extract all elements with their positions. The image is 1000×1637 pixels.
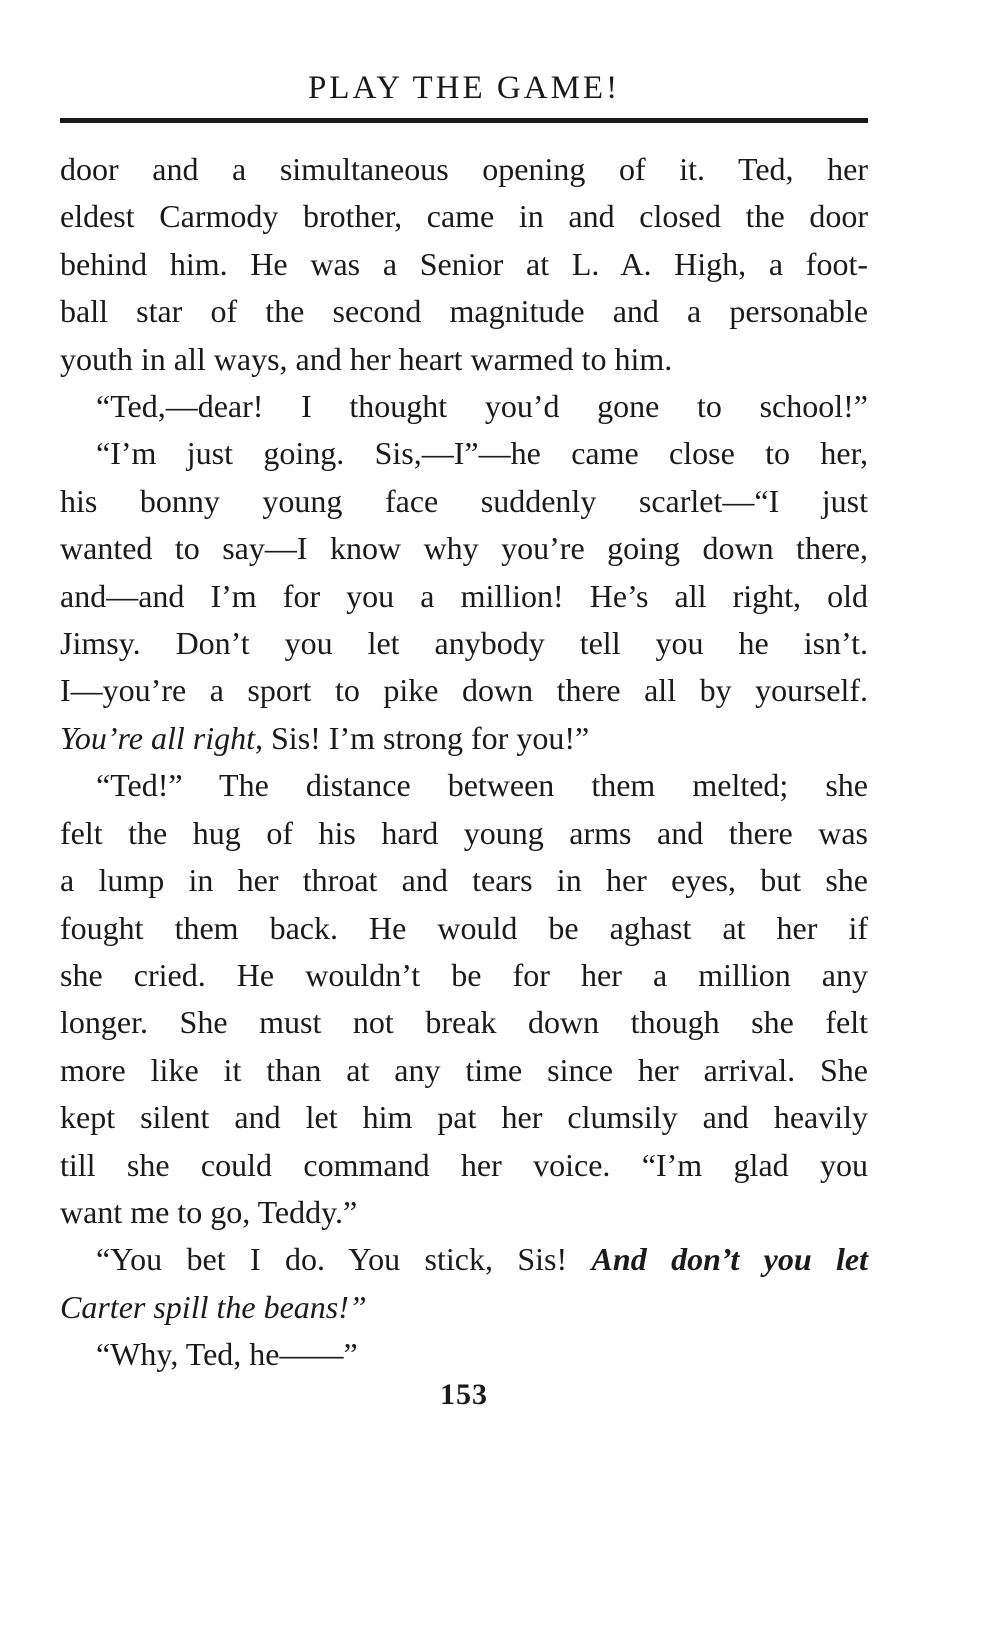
page-number: 153: [440, 1378, 488, 1411]
text-line: felt the hug of his hard young arms and there was: [60, 814, 868, 851]
paragraph-1: [60, 146, 868, 383]
text-line: eldest Carmody brother, came in and closed the door: [60, 198, 868, 235]
text-line: ball star of the second magnitude and a personable: [60, 293, 868, 330]
text-line: longer. She must not break down though she felt: [60, 1004, 868, 1041]
text-line: more like it than at any time since her arrival. She: [60, 1051, 868, 1088]
text-line: [60, 715, 868, 762]
text-line: want me to go, Teddy.”: [60, 1193, 358, 1230]
text-line: and—and I’m for you a million! He’s all right, old: [60, 577, 868, 614]
text-line: Jimsy. Don’t you let anybody tell you he isn’t.: [60, 625, 868, 662]
text-line: “Ted,—dear! I thought you’d gone to school!”: [96, 388, 868, 425]
paragraph-6: [60, 1331, 868, 1378]
paragraph-2: [60, 383, 868, 430]
italic-phrase: You’re all right,: [60, 719, 263, 756]
text-line: till she could command her voice. “I’m glad you: [60, 1146, 868, 1183]
text-line: she cried. He wouldn’t be for her a million any: [60, 956, 868, 993]
text-line: his bonny young face suddenly scarlet—“I just: [60, 482, 868, 519]
text-line: kept silent and let him pat her clumsily and heavily: [60, 1099, 868, 1136]
paragraph-5: [60, 1236, 868, 1331]
text-run: Sis! I’m strong for you!”: [263, 719, 590, 756]
running-head: PLAY THE GAME!: [307, 70, 621, 106]
text-line: behind him. He was a Senior at L. A. High, a foot-: [60, 245, 868, 282]
paragraph-3: [60, 430, 868, 762]
body-text: [60, 146, 868, 1379]
text-line: “I’m just going. Sis,—I”—he came close to her,: [96, 435, 868, 472]
text-line: [60, 1284, 868, 1331]
text-line: [60, 1236, 868, 1283]
paragraph-4: [60, 762, 868, 1236]
text-line: youth in all ways, and her heart warmed to him.: [60, 340, 673, 377]
text-line: fought them back. He would be aghast at her if: [60, 909, 868, 946]
header-rule: [60, 118, 868, 123]
text-line: a lump in her throat and tears in her eyes, but she: [60, 862, 868, 899]
text-run: “You bet I do. You stick, Sis!: [96, 1241, 592, 1278]
bold-italic-phrase: And don’t you let: [591, 1241, 868, 1278]
text-line: “Why, Ted, he——”: [96, 1336, 358, 1373]
text-line: wanted to say—I know why you’re going down there,: [60, 530, 868, 567]
text-line: I—you’re a sport to pike down there all by yourself.: [60, 672, 868, 709]
text-line: “Ted!” The distance between them melted; she: [96, 767, 868, 804]
italic-phrase: Carter spill the beans!”: [60, 1288, 367, 1325]
text-line: door and a simultaneous opening of it. Ted, her: [60, 151, 868, 187]
